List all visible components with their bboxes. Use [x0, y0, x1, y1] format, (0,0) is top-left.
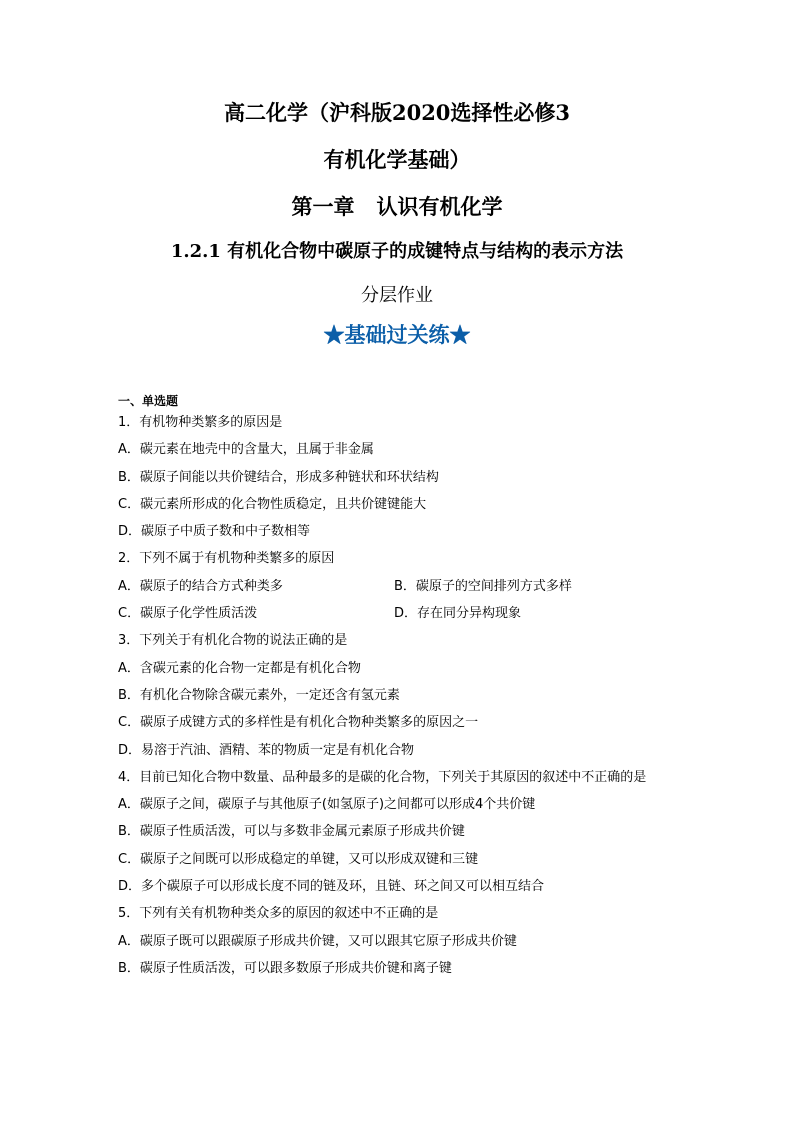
question-option: D．多个碳原子可以形成长度不同的链及环，且链、环之间又可以相互结合: [118, 879, 545, 895]
lesson-title: 1.2.1 有机化合物中碳原子的成键特点与结构的表示方法: [170, 241, 624, 262]
doc-title-line2: 有机化学基础）: [323, 147, 471, 172]
question-option: B．碳原子间能以共价键结合，形成多种链状和环状结构: [118, 469, 439, 485]
question-stem: 3．下列关于有机化合物的说法正确的是: [118, 633, 348, 649]
question-option: D．易溶于汽油、酒精、苯的物质一定是有机化合物: [118, 742, 415, 758]
question-option: A．碳原子的结合方式种类多: [118, 578, 283, 594]
question-stem: 4．目前已知化合物中数量、品种最多的是碳的化合物，下列关于其原因的叙述中不正确的是: [118, 769, 647, 785]
chapter-title: 认识有机化学: [376, 194, 503, 219]
question-stem: 2．下列不属于有机物种类繁多的原因: [118, 551, 335, 567]
question-list: [118, 393, 698, 982]
doc-title-line1: 高二化学（沪科版2020选择性必修3: [223, 100, 571, 125]
question-option: C．碳原子成键方式的多样性是有机化合物种类繁多的原因之一: [118, 715, 479, 731]
question-option: C．碳原子化学性质活泼: [118, 606, 258, 622]
question-option: A．碳原子之间，碳原子与其他原子(如氢原子)之间都可以形成4个共价键: [118, 797, 536, 813]
question-stem: 5．下列有关有机物种类众多的原因的叙述中不正确的是: [118, 906, 439, 922]
question-option: A．碳元素在地壳中的含量大，且属于非金属: [118, 442, 374, 458]
question-option: B．碳原子的空间排列方式多样: [394, 578, 572, 594]
doc-subtitle: 分层作业: [361, 285, 433, 306]
option-row: [118, 573, 698, 600]
question-option: D．碳原子中质子数和中子数相等: [118, 524, 311, 540]
option-row: [118, 600, 698, 627]
section-banner: ★基础过关练★: [323, 322, 471, 347]
question-stem: 1．有机物种类繁多的原因是: [118, 415, 283, 430]
chapter-label: 第一章: [291, 194, 355, 219]
question-option: B．碳原子性质活泼，可以跟多数原子形成共价键和离子键: [118, 960, 452, 976]
question-option: B．碳原子性质活泼，可以与多数非金属元素原子形成共价键: [118, 824, 465, 840]
question-option: A．含碳元素的化合物一定都是有机化合物: [118, 660, 361, 676]
question-option: D．存在同分异构现象: [394, 606, 522, 622]
chapter-heading: [0, 192, 794, 222]
question-option: C．碳元素所形成的化合物性质稳定，且共价键键能大: [118, 496, 427, 512]
question-option: C．碳原子之间既可以形成稳定的单键，又可以形成双键和三键: [118, 851, 479, 867]
section-heading: 一、单选题: [118, 394, 179, 408]
question-option: B．有机化合物除含碳元素外，一定还含有氢元素: [118, 687, 400, 703]
question-option: A．碳原子既可以跟碳原子形成共价键，又可以跟其它原子形成共价键: [118, 933, 517, 949]
